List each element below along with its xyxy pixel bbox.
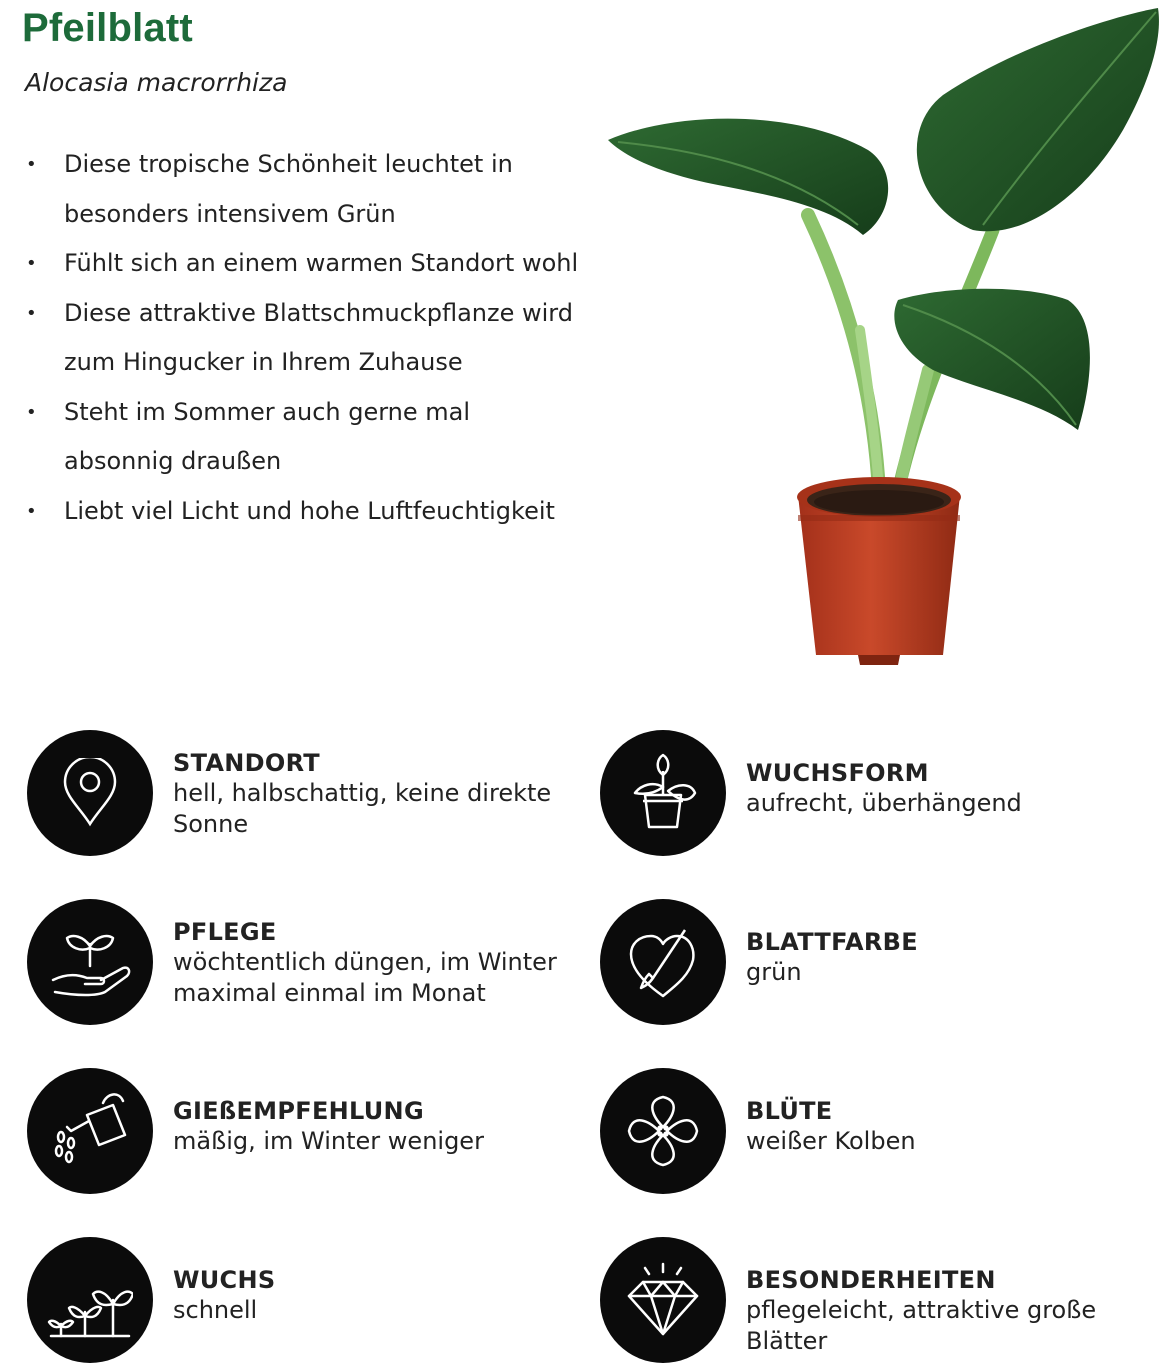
- info-besonderheiten: [600, 1237, 1160, 1367]
- diamond-icon: [600, 1237, 726, 1363]
- info-label: BLÜTE: [746, 1097, 833, 1125]
- info-label: WUCHSFORM: [746, 759, 929, 787]
- info-wuchs: [27, 1237, 587, 1367]
- location-pin-icon: [27, 730, 153, 856]
- list-item: [22, 487, 582, 537]
- list-item: [22, 289, 582, 388]
- page-title: Pfeilblatt: [22, 6, 193, 50]
- list-item-text: Steht im Sommer auch gerne mal absonnig draußen: [64, 397, 471, 475]
- info-label: PFLEGE: [173, 918, 277, 946]
- list-item-text: Fühlt sich an einem warmen Standort wohl: [64, 249, 579, 277]
- info-value: wöchtentlich düngen, im Winter maximal einmal im Monat: [173, 948, 557, 1007]
- plant-image: [598, 0, 1170, 670]
- info-value: hell, halbschattig, keine direkte Sonne: [173, 779, 552, 838]
- info-wuchsform: [600, 730, 1160, 860]
- info-label: STANDORT: [173, 749, 320, 777]
- list-item-text: Diese attraktive Blattschmuckpflanze wird zum Hingucker in Ihrem Zuhause: [64, 298, 573, 376]
- feature-list: [22, 140, 582, 536]
- watering-can-icon: [27, 1068, 153, 1194]
- flower-icon: [600, 1068, 726, 1194]
- info-value: weißer Kolben: [746, 1127, 916, 1155]
- list-item-text: Diese tropische Schönheit leuchtet in besonders intensivem Grün: [64, 150, 513, 228]
- hand-seedling-icon: [27, 899, 153, 1025]
- info-label: GIEßEMPFEHLUNG: [173, 1097, 424, 1125]
- info-value: schnell: [173, 1296, 258, 1324]
- bullet-icon: •: [26, 154, 37, 175]
- info-value: mäßig, im Winter weniger: [173, 1127, 484, 1155]
- info-giessempfehlung: [27, 1068, 587, 1198]
- bullet-icon: •: [26, 302, 37, 324]
- info-value: grün: [746, 958, 802, 986]
- info-standort: [27, 730, 587, 860]
- info-value: pflegeleicht, attraktive große Blätter: [746, 1296, 1097, 1355]
- list-item: [22, 388, 582, 487]
- info-label: BLATTFARBE: [746, 928, 918, 956]
- list-item-text: Liebt viel Licht und hohe Luftfeuchtigkeit: [64, 496, 555, 525]
- info-value: aufrecht, überhängend: [746, 789, 1022, 817]
- bullet-icon: •: [26, 500, 37, 522]
- botanical-name: Alocasia macrorrhiza: [25, 68, 288, 97]
- bullet-icon: •: [26, 253, 37, 274]
- bullet-icon: •: [26, 401, 37, 423]
- info-pflege: [27, 899, 587, 1029]
- info-label: WUCHS: [173, 1266, 276, 1294]
- info-label: BESONDERHEITEN: [746, 1266, 996, 1294]
- list-item: [22, 239, 582, 289]
- info-blattfarbe: [600, 899, 1160, 1029]
- leaf-brush-icon: [600, 899, 726, 1025]
- growing-plants-icon: [27, 1237, 153, 1363]
- info-bluete: [600, 1068, 1160, 1198]
- list-item: [22, 140, 582, 239]
- potted-plant-icon: [600, 730, 726, 856]
